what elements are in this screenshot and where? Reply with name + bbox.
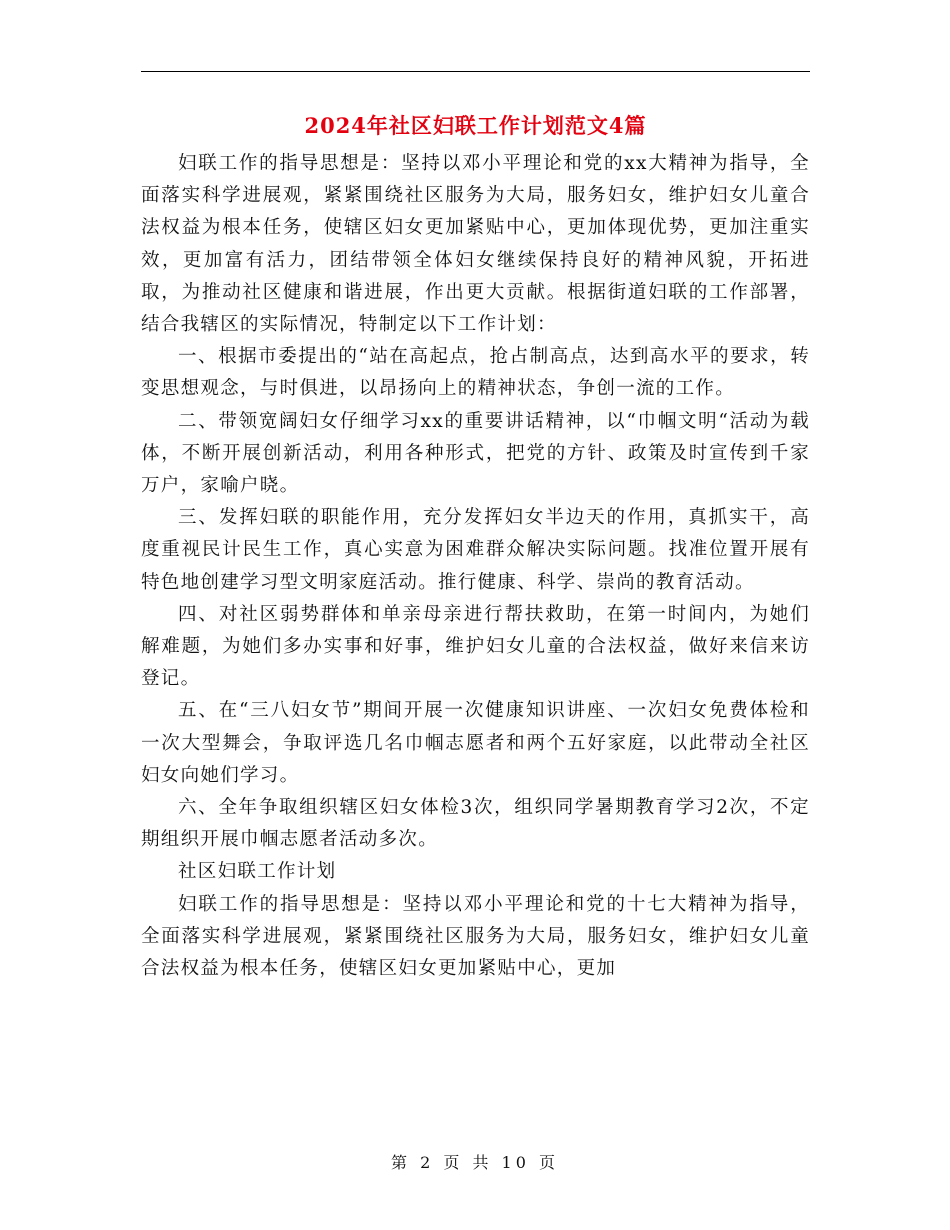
page-number: 第 2 页 共 10 页 xyxy=(391,1153,559,1172)
document-body xyxy=(141,148,810,985)
paragraph-guiding-principle: 妇联工作的指导思想是：坚持以邓小平理论和党的xx大精神为指导，全面落实科学进展观，紧紧围绕社区服务为大局，服务妇女，维护妇女儿童合法权益为根本任务，使辖区妇女更加紧贴中心，更加体现优势，更加注重实效，更加富有活力，团结带领全体妇女继续保持良好的精神风貌，开拓进取，为推动社区健康和谐进展，作出更大贡献。根据街道妇联的工作部署，结合我辖区的实际情况，特制定以下工作计划： xyxy=(141,153,810,336)
paragraph-item-6: 六、全年争取组织辖区妇女体检3次，组织同学暑期教育学习2次，不定期组织开展巾帼志愿者活动多次。 xyxy=(141,797,810,851)
paragraph-item-2: 二、带领宽阔妇女仔细学习xx的重要讲话精神，以“巾帼文明“活动为载体，不断开展创新活动，利用各种形式，把党的方针、政策及时宣传到千家万户，家喻户晓。 xyxy=(141,410,810,497)
paragraph-item-4: 四、对社区弱势群体和单亲母亲进行帮扶救助，在第一时间内，为她们解难题，为她们多办实事和好事，维护妇女儿童的合法权益，做好来信来访登记。 xyxy=(141,603,810,690)
paragraph-item-3: 三、发挥妇联的职能作用，充分发挥妇女半边天的作用，真抓实干，高度重视民计民生工作，真心实意为困难群众解决实际问题。找准位置开展有特色地创建学习型文明家庭活动。推行健康、科学、崇尚的教育活动。 xyxy=(141,507,810,593)
document-title: 2024年社区妇联工作计划范文4篇 xyxy=(304,113,647,138)
header-rule xyxy=(141,71,810,72)
section-heading: 社区妇联工作计划 xyxy=(178,861,337,883)
paragraph-item-5: 五、在“三八妇女节”期间开展一次健康知识讲座、一次妇女免费体检和一次大型舞会，争取评选几名巾帼志愿者和两个五好家庭，以此带动全社区妇女向她们学习。 xyxy=(141,700,810,786)
paragraph-guiding-principle-2: 妇联工作的指导思想是：坚持以邓小平理论和党的十七大精神为指导，全面落实科学进展观，紧紧围绕社区服务为大局，服务妇女，维护妇女儿童合法权益为根本任务，使辖区妇女更加紧贴中心，更加 xyxy=(141,893,810,980)
paragraph-item-1: 一、根据市委提出的“站在高起点，抢占制高点，达到高水平的要求，转变思想观念，与时俱进，以昂扬向上的精神状态，争创一流的工作。 xyxy=(141,346,810,400)
